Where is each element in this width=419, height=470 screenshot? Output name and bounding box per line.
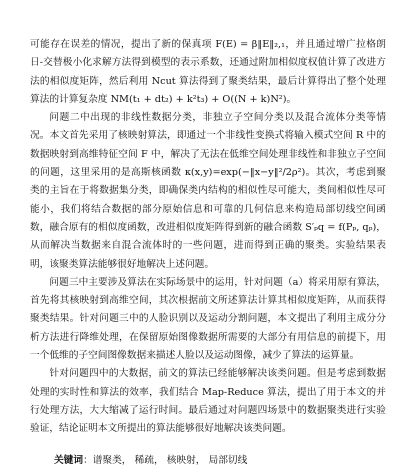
document-page [30, 36, 386, 470]
keywords-label: 关键词 [54, 454, 84, 466]
paragraph-4: 针对问题四中的大数据，前文的算法已经能够解决该类问题。但是考虑到数据处理的实时性和算法的效率，我们结合 Map-Reduce 算法，提出了用于本文的并行处理方法，大大缩减了运行时间。最后通过对问题四场景中的数据聚类进行实验验证，结论证明本文所提出的算法能够很好地解决该类问题。 [30, 368, 386, 435]
paragraph-2: 问题二中出现的非线性数据分类，非独立子空间分类以及混合流体分类等情况。本文首先采用了核映射算法，即通过一个非线性变换式将输入模式空间 R 中的数据映射到高维特征空间 F 中，解决了无法在低维空间处理非线性和非独立子空间的问题，这里采用的是高斯核函数 κ(x,y)=exp(−‖x−y‖²/2ρ²)。其次，考虑到聚类的主旨在于将数据集分类，即确保类内结构的相似性尽可能大，类间相似性尽可能小，我们将结合数据的部分原始信息和可靠的几何信息来构造局部切线空间函数，融合原有的相似度函数，改进相似度矩阵得到新的融合函数 S′ₚq = f(Pₚ, qₚ)，从而解决当数据来自混合流体时的一些问题，进而得到正确的聚类。实验结果表明，该聚类算法能够很好地解决上述问题。 [30, 112, 386, 270]
paragraph-1: 可能存在误差的情况，提出了新的保真项 F(E) = β‖E‖₂,₁，并且通过增广拉格朗日-交替极小化求解方法得到模型的表示系数，还通过附加相似度权值计算了改进方法的相似度矩阵，然后利用 Ncut 算法得到了聚类结果，最后计算得出了整个处理算法的计算复杂度 NM(t₁ + dt₂) + k²t₃) + O((N + k)N²)。 [30, 39, 386, 105]
keywords-line [54, 452, 386, 470]
keywords-items: 谱聚类， 稀疏， 核映射， 局部切线 [92, 454, 248, 466]
keywords-colon: ： [83, 454, 93, 466]
paragraph-3: 问题三中主要涉及算法在实际场景中的运用，针对问题（a）将采用原有算法，首先将其核映射到高维空间，其次根据前文所述算法计算其相似度矩阵，从而获得聚类结果。针对问题三中的人脸识别以及运动分割问题，本文提出了利用主成分分析方法进行降维处理，在保留原始图像数据所需要的大部分有用信息的前提下，用一个低维的子空间图像数据来描述人脸以及运动图像，减少了算法的运算量。 [30, 276, 386, 362]
